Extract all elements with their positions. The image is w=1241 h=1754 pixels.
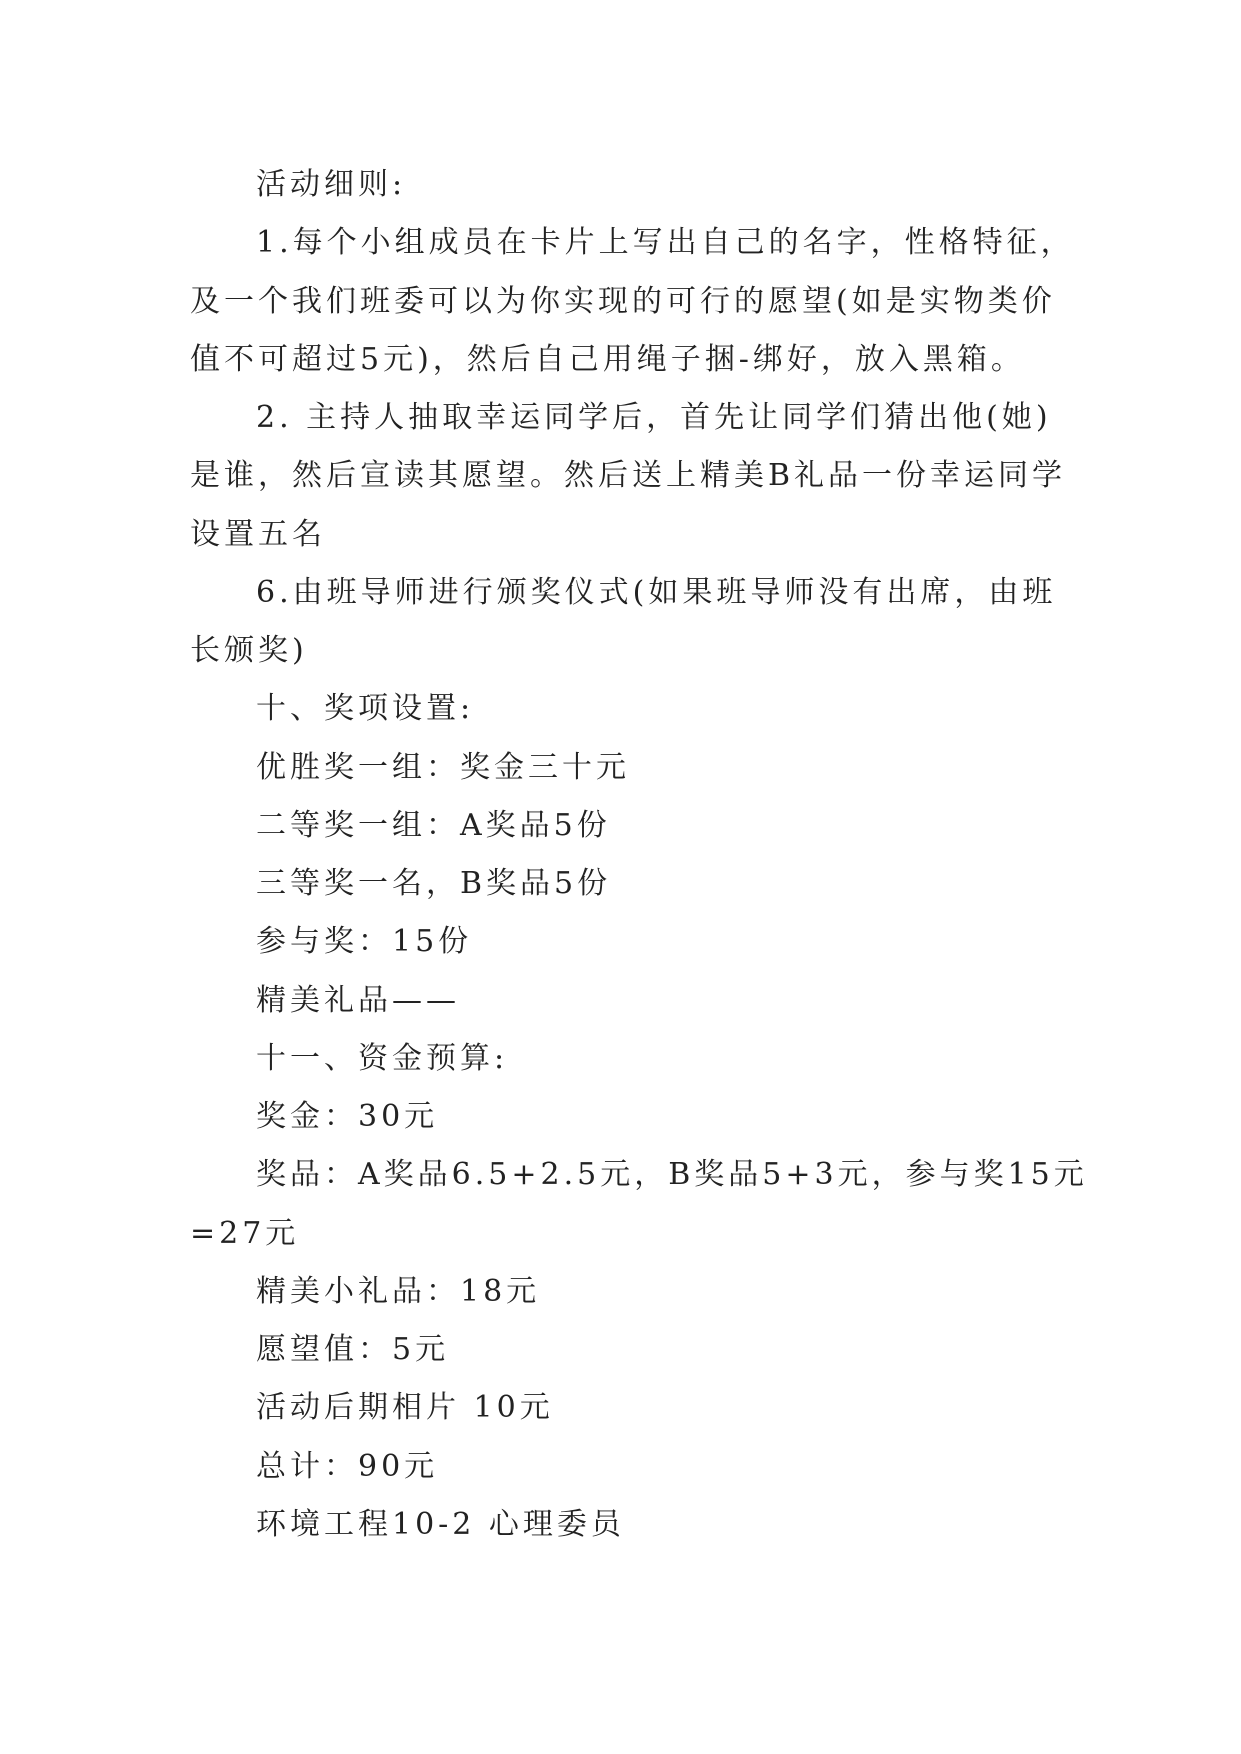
award-line: 三等奖一名，B奖品5份: [256, 866, 612, 901]
award-line: 优胜奖一组：奖金三十元: [256, 750, 630, 785]
paragraph-line: 长颁奖): [190, 633, 308, 668]
section-heading-budget: 十一、资金预算:: [256, 1041, 509, 1076]
budget-line: 奖金：30元: [256, 1099, 439, 1134]
paragraph-line: 1.每个小组成员在卡片上写出自己的名字，性格特征，: [256, 225, 1075, 260]
paragraph-line: 及一个我们班委可以为你实现的可行的愿望(如是实物类价: [190, 284, 1056, 319]
budget-line: 精美小礼品：18元: [256, 1274, 541, 1309]
budget-line: 奖品：A奖品6.5+2.5元，B奖品5+3元，参与奖15元: [256, 1157, 1088, 1192]
award-line: 参与奖：15份: [256, 924, 473, 959]
paragraph-line: 是谁，然后宣读其愿望。然后送上精美B礼品一份幸运同学: [190, 458, 1067, 493]
award-line: 二等奖一组：A奖品5份: [256, 808, 611, 843]
signature-line: 环境工程10-2 心理委员: [256, 1507, 625, 1542]
paragraph-line: 2. 主持人抽取幸运同学后，首先让同学们猜出他(她): [256, 400, 1052, 435]
budget-line: =27元: [190, 1216, 300, 1251]
section-heading-awards: 十、奖项设置:: [256, 691, 475, 726]
section-heading-activity-rules: 活动细则:: [256, 167, 407, 202]
budget-line: 活动后期相片 10元: [256, 1390, 554, 1425]
paragraph-line: 6.由班导师进行颁奖仪式(如果班导师没有出席，由班: [256, 575, 1057, 610]
paragraph-line: 值不可超过5元)，然后自己用绳子捆-绑好，放入黑箱。: [190, 342, 1025, 377]
paragraph-line: 设置五名: [190, 517, 326, 552]
budget-line: 愿望值：5元: [256, 1332, 450, 1367]
award-line: 精美礼品——: [256, 983, 460, 1018]
budget-total: 总计：90元: [256, 1449, 439, 1484]
